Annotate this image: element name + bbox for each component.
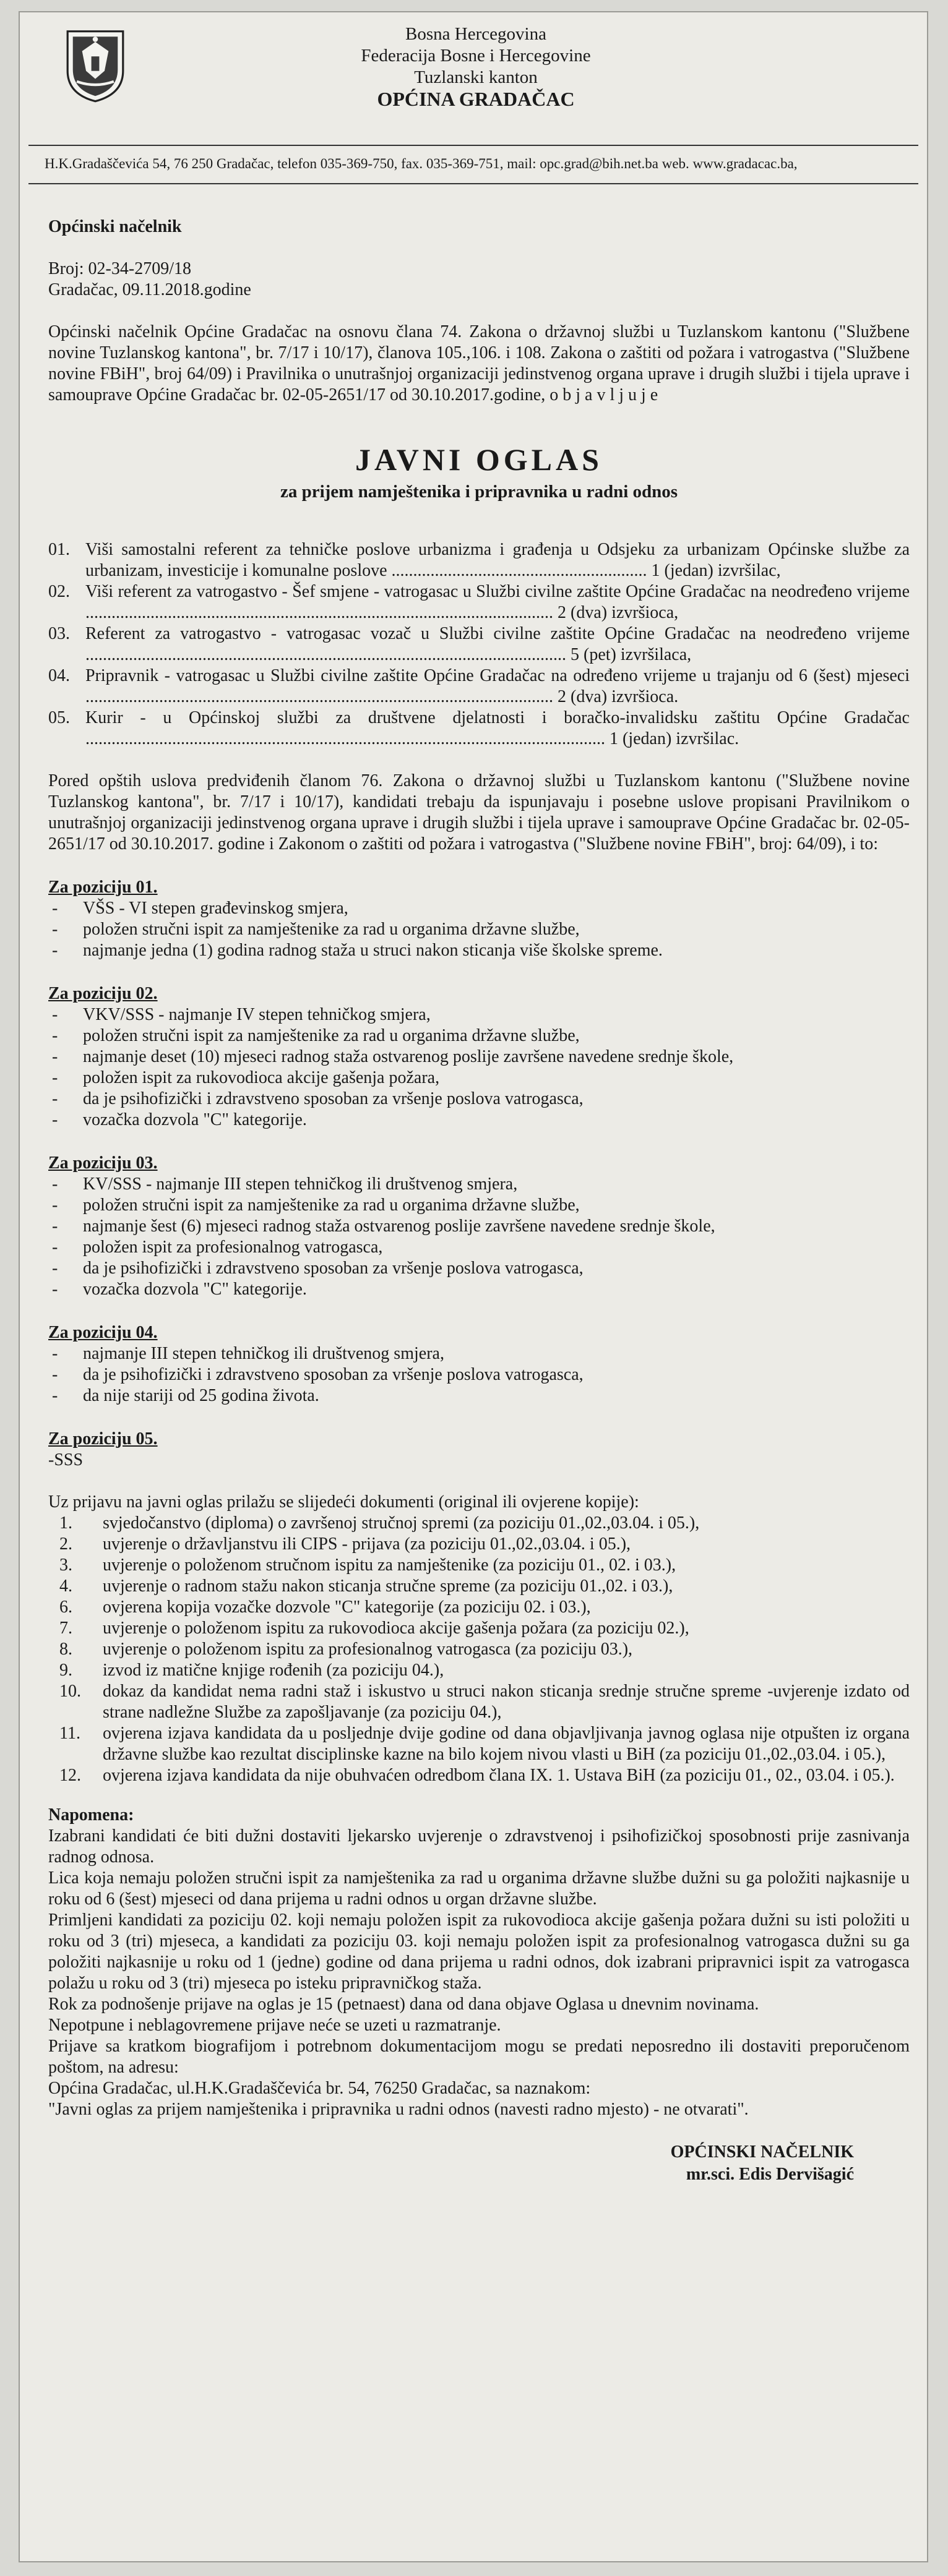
note-heading: Napomena: [48, 1805, 134, 1825]
requirements-pos-04: Za poziciju 04. - najmanje III stepen tehničkog ili društvenog smjera, - da je psihofizički i zdravstveno sposoban za vršenje poslova vatrogasca, - da nije stariji od 25 godina života. [48, 1322, 910, 1406]
requirement-item: da nije stariji od 25 godina života. [83, 1386, 319, 1405]
requirements-pos-05 [48, 1429, 910, 1471]
document-body [31, 216, 916, 2186]
document-number: 9. [59, 1661, 72, 1680]
document-number: 12. [59, 1766, 81, 1785]
requirement-item: položen stručni ispit za namještenike za rad u organima državne službe, [83, 920, 580, 939]
note-line: Općina Gradačac, ul.H.K.Gradaščevića br. 54, 76250 Gradačac, sa naznakom: [48, 2079, 591, 2098]
position-item [48, 623, 910, 665]
document-number: 8. [59, 1640, 72, 1659]
note-line: Prijave sa kratkom biografijom i potrebnom dokumentacijom mogu se predati neposredno ili dostaviti preporučenom poštom, na adresu: [48, 2037, 910, 2077]
document-item [48, 1513, 910, 1534]
federation-line: Federacija Bosne i Hercegovine [361, 46, 591, 66]
document-item [48, 1660, 910, 1681]
document-text: uvjerenje o radnom stažu nakon sticanja stručne spreme (za poziciju 01.,02. i 03.), [103, 1577, 673, 1596]
document-text: uvjerenje o državljanstvu ili CIPS - prijava (za poziciju 01.,02.,03.04. i 05.), [103, 1534, 631, 1554]
document-item [48, 1534, 910, 1555]
intro-paragraph: Općinski načelnik Općine Gradačac na osnovu člana 74. Zakona o državnoj službi u Tuzlanskom kantonu ("Službene novine Tuzlanskog kantona", br. 7/17 i 10/17), članova 105.,106. i 108. Zakona o zaštiti od požara i vatrogastva ("Službene novine FBiH", broj 64/09) i Pravilnika o unutrašnjoj organizaciji jedinstvenog organa uprave i drugih službi i tijela uprave i samouprave Općine Gradačac br. 02-05-2651/17 od 30.10.2017.godine, o b j a v l j u j e [48, 322, 910, 404]
position-item [48, 665, 910, 708]
municipality-crest-icon [62, 25, 129, 104]
requirements-heading: Za poziciju 05. [48, 1429, 158, 1448]
document-number: 2. [59, 1534, 72, 1554]
document-item [48, 1618, 910, 1639]
document-number: 3. [59, 1555, 72, 1575]
requirement-item: najmanje jedna (1) godina radnog staža u struci nakon sticanja više školske spreme. [83, 941, 663, 960]
requirements-pos-01: Za poziciju 01. - VŠS - VI stepen građevinskog smjera, - položen stručni ispit za namještenike za rad u organima državne službe, - najmanje jedna (1) godina radnog staža u struci nakon sticanja više školske spreme. [48, 877, 910, 961]
position-text: Viši samostalni referent za tehničke poslove urbanizma i građenja u Odsjeku za urbanizam Općinske službe za urbanizam, investicije i komunalne poslove ........................................................... 1 (jedan) izvršilac, [85, 540, 910, 580]
signatory-title: OPĆINSKI NAČELNIK [670, 2142, 854, 2162]
position-text: Referent za vatrogastvo - vatrogasac vozač u Službi civilne zaštite Općine Gradačac na neodređeno vrijeme ............................................................................................................... 5 (pet) izvršilaca, [85, 624, 910, 664]
position-text: Pripravnik - vatrogasac u Službi civilne zaštite Općine Gradačac na određeno vrijeme u trajanju od 6 (šest) mjeseci ............................................................................................................ 2 (dva) izvršioca. [85, 666, 910, 706]
document-item [48, 1639, 910, 1660]
general-conditions: Pored opštih uslova predviđenih članom 76. Zakona o državnoj službi u Tuzlanskom kantonu ("Službene novine Tuzlanskog kantona", br. 7/17 i 10/17), kandidati trebaju da ispunjavaju i posebne uslove propisani Pravilnikom o unutrašnjoj organizaciji jedinstvenog organa uprave i drugih službi i tijela uprave i samouprave Općine Gradačac br. 02-05-2651/17 od 30.10.2017. godine i Zakonom o zaštiti od požara i vatrogastva ("Službene novine FBiH", broj: 64/09), i to: [48, 771, 910, 854]
document-text: ovjerena izjava kandidata da u posljednje dvije godine od dana objavljivanja javnog oglasa nije otpušten iz organa državne službe kao rezultat disciplinske kazne na bilo kojem nivou vlasti u BiH (za poziciju 01.,02.,03.04. i 05.), [103, 1724, 910, 1764]
requirement-item: VŠS - VI stepen građevinskog smjera, [83, 899, 348, 918]
canton-line: Tuzlanski kanton [414, 67, 538, 87]
position-item [48, 708, 910, 750]
reference-number: Broj: 02-34-2709/18 [48, 259, 191, 278]
document-number: 6. [59, 1598, 72, 1617]
requirement-item: -SSS [48, 1450, 84, 1470]
contact-info: H.K.Gradaščevića 54, 76 250 Gradačac, telefon 035-369-750, fax. 035-369-751, mail: opc.grad@bih.net.ba web. www.gradacac.ba, [45, 156, 798, 171]
document-text: dokaz da kandidat nema radni staž i iskustvo u struci nakon sticanja srednje stručne spreme -uvjerenje izdato od strane nadležne Službe za zapošljavanje (za poziciju 04.), [103, 1682, 910, 1722]
document-text: ovjerena izjava kandidata da nije obuhvaćen odredbom člana IX. 1. Ustava BiH (za poziciju 01., 02., 03.04. i 05.). [103, 1766, 895, 1785]
document-text: uvjerenje o položenom ispitu za profesionalnog vatrogasca (za poziciju 03.), [103, 1640, 633, 1659]
requirement-item: najmanje deset (10) mjeseci radnog staža ostvarenog poslije završene navedene srednje škole, [83, 1047, 734, 1066]
page-title: JAVNI OGLAS [355, 442, 603, 477]
requirements-pos-02: Za poziciju 02. - VKV/SSS - najmanje IV stepen tehničkog smjera, - položen stručni ispit za namještenike za rad u organima državne službe, - najmanje deset (10) mjeseci radnog staža ostvarenog poslije završene navedene srednje škole, - položen ispit za rukovodioca akcije gašenja požara, - da je psihofizički i zdravstveno sposoban za vršenje poslova vatrogasca, - vozačka dozvola "C" kategorije. [48, 983, 910, 1131]
document-item [48, 1576, 910, 1597]
position-number: 04. [48, 666, 70, 685]
letterhead [31, 21, 916, 145]
place-date: Gradačac, 09.11.2018.godine [48, 280, 251, 299]
requirement-item: položen stručni ispit za namještenike za rad u organima državne službe, [83, 1026, 580, 1045]
office-name: Općinski načelnik [48, 217, 182, 236]
position-number: 03. [48, 624, 70, 643]
document-item [48, 1681, 910, 1723]
position-item [48, 581, 910, 623]
note-line: Nepotpune i neblagovremene prijave neće se uzeti u razmatranje. [48, 2016, 501, 2035]
requirement-item: najmanje III stepen tehničkog ili društvenog smjera, [83, 1344, 444, 1363]
note-line: "Javni oglas za prijem namještenika i pripravnika u radni odnos (navesti radno mjesto) - ne otvarati". [48, 2100, 749, 2119]
requirements-heading: Za poziciju 03. [48, 1153, 158, 1173]
document-item [48, 1765, 910, 1786]
document-text: uvjerenje o položenom ispitu za rukovodioca akcije gašenja požara (za poziciju 02.), [103, 1619, 689, 1638]
document-number: 11. [59, 1724, 80, 1743]
note-line: Rok za podnošenje prijave na oglas je 15 (petnaest) dana od dana objave Oglasa u dnevnim novinama. [48, 1995, 759, 2014]
requirement-item: vozačka dozvola "C" kategorije. [83, 1280, 307, 1299]
document-text: uvjerenje o položenom stručnom ispitu za namještenike (za poziciju 01., 02. i 03.), [103, 1555, 676, 1575]
document-number: 1. [59, 1513, 72, 1533]
requirement-item: KV/SSS - najmanje III stepen tehničkog ili društvenog smjera, [83, 1175, 518, 1194]
document-item [48, 1597, 910, 1618]
requirements-heading: Za poziciju 01. [48, 878, 158, 897]
position-text: Viši referent za vatrogastvo - Šef smjene - vatrogasac u Službi civilne zaštite Općine Gradačac na neodređeno vrijeme ............................................................................................................ 2 (dva) izvršioca, [85, 582, 910, 622]
position-item [48, 539, 910, 581]
signatory-name: mr.sci. Edis Dervišagić [686, 2165, 854, 2184]
documents-intro: Uz prijavu na javni oglas prilažu se slijedeći dokumenti (original ili ovjerene kopije): [48, 1492, 639, 1512]
requirement-item: položen ispit za profesionalnog vatrogasca, [83, 1238, 383, 1257]
municipality-line: OPĆINA GRADAČAC [377, 88, 575, 110]
position-number: 02. [48, 582, 70, 601]
requirements-pos-03: Za poziciju 03. - KV/SSS - najmanje III stepen tehničkog ili društvenog smjera, - položen stručni ispit za namještenike za rad u organima državne službe, - najmanje šest (6) mjeseci radnog staža ostvarenog poslije završene navedene srednje škole, - položen ispit za profesionalnog vatrogasca, - da je psihofizički i zdravstveno sposoban za vršenje poslova vatrogasca, - vozačka dozvola "C" kategorije. [48, 1153, 910, 1300]
document-item [48, 1555, 910, 1576]
signature-block [48, 2141, 910, 2186]
requirement-item: VKV/SSS - najmanje IV stepen tehničkog smjera, [83, 1005, 431, 1024]
position-text: Kurir - u Općinskoj službi za društvene djelatnosti i boračko-invalidsku zaštitu Općine Gradačac ........................................................................................................................ 1 (jedan) izvršilac. [85, 708, 910, 748]
requirement-item: vozačka dozvola "C" kategorije. [83, 1110, 307, 1129]
document-number: 10. [59, 1682, 81, 1701]
document-text: izvod iz matične knjige rođenih (za poziciju 04.), [103, 1661, 444, 1680]
document-number: 4. [59, 1577, 72, 1596]
requirement-item: položen ispit za rukovodioca akcije gašenja požara, [83, 1068, 440, 1087]
requirements-heading: Za poziciju 04. [48, 1323, 158, 1342]
documents-list [48, 1513, 910, 1786]
document-number: 7. [59, 1619, 72, 1638]
note-line: Lica koja nemaju položen stručni ispit za namještenika za rad u organima državne službe dužni su ga položiti najkasnije u roku od 6 (šest) mjeseci od dana prijema u radni odnos u organ državne službe. [48, 1868, 910, 1909]
positions-list [48, 539, 910, 750]
position-number: 01. [48, 540, 70, 559]
country-line: Bosna Hercegovina [405, 24, 546, 44]
note-line: Izabrani kandidati će biti dužni dostaviti ljekarsko uvjerenje o zdravstvenoj i psihofizičkoj sposobnosti prije zasnivanja radnog odnosa. [48, 1826, 910, 1867]
requirement-item: da je psihofizički i zdravstveno sposoban za vršenje poslova vatrogasca, [83, 1089, 584, 1108]
requirement-item: položen stručni ispit za namještenike za rad u organima državne službe, [83, 1196, 580, 1215]
requirements-heading: Za poziciju 02. [48, 984, 158, 1003]
note-line: Primljeni kandidati za poziciju 02. koji nemaju položen ispit za rukovodioca akcije gašenja požara dužni su isti položiti u roku od 3 (tri) mjeseca, a kandidati za poziciju 03. koji nemaju položen ispit za profesionalnog vatrogasca dužni su ga položiti najkasnije u roku od 1 (jedne) godine od dana prijema u radni odnos, dok izabrani pripravnici ispit za vatrogasca polažu u roku od 3 (tri) mjeseca po isteku pripravničkog staža. [48, 1911, 910, 1993]
page-subtitle: za prijem namještenika i pripravnika u radni odnos [280, 482, 678, 502]
document-item [48, 1723, 910, 1765]
note-section [48, 1805, 910, 2120]
document-text: ovjerena kopija vozačke dozvole "C" kategorije (za poziciju 02. i 03.), [103, 1598, 591, 1617]
header-divider-bottom [28, 183, 918, 184]
requirement-item: najmanje šest (6) mjeseci radnog staža ostvarenog poslije završene navedene srednje škole, [83, 1217, 715, 1236]
requirement-item: da je psihofizički i zdravstveno sposoban za vršenje poslova vatrogasca, [83, 1259, 584, 1278]
position-number: 05. [48, 708, 70, 727]
requirement-item: da je psihofizički i zdravstveno sposoban za vršenje poslova vatrogasca, [83, 1365, 584, 1384]
document-page [19, 11, 928, 2562]
document-text: svjedočanstvo (diploma) o završenoj stručnoj spremi (za poziciju 01.,02.,03.04. i 05.), [103, 1513, 700, 1533]
